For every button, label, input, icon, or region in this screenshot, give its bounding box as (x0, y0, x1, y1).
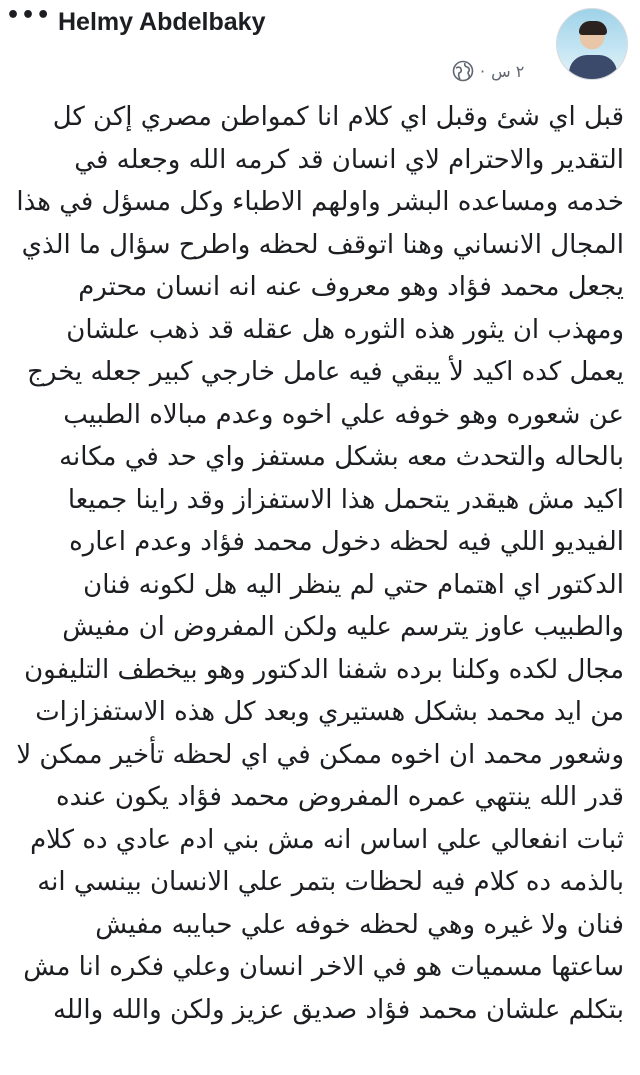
post-line: من ايد محمد بشكل هستيري وبعد كل هذه الاستفزازات (35, 697, 624, 727)
post-line: خدمه ومساعده البشر واولهم الاطباء وكل مسؤل في هذا (16, 187, 624, 217)
post-line: المجال الانساني وهنا اتوقف لحظه واطرح سؤال ما الذي (21, 229, 624, 260)
more-dots-icon[interactable]: ••• (6, 3, 52, 28)
avatar[interactable] (556, 8, 628, 80)
post-line: ثبات انفعالي علي اساس انه مش بني ادم عادي ده كلام (30, 824, 624, 855)
post-line: قدر الله ينتهي عمره المفروض محمد فؤاد يكون عنده (55, 782, 624, 812)
post-line: وشعور محمد ان اخوه ممكن في اي لحظه تأخير ممكن لا (16, 739, 624, 770)
author-name[interactable]: Helmy Abdelbaky (58, 8, 266, 36)
post-line: اكيد مش هيقدر يتحمل هذا الاستفزاز وقد راينا جميعا (67, 484, 624, 515)
post-line: والطبيب عاوز يترسم عليه ولكن المفروض ان مفيش (62, 612, 624, 642)
post-line: قبل اي شئ وقبل اي كلام انا كمواطن مصري إكن كل (52, 102, 624, 132)
post-line: يعمل كده اكيد لأ يبقي فيه عامل خارجي كبير جعله يخرج (27, 357, 624, 387)
post-meta (452, 58, 524, 84)
post-line: بتكلم علشان محمد فؤاد صديق عزيز ولكن والله والله (52, 994, 624, 1025)
post-line: عن شعوره وهو خوفه علي اخوه وعدم مبالاه الطبيب (63, 399, 624, 430)
post-line: بالذمه ده كلام فيه لحظات بتمر علي الانسان بينسي انه (37, 867, 624, 897)
post-header (0, 0, 640, 96)
post-line: الدكتور اي اهتمام حتي لم ينظر اليه هل لكونه فنان (83, 569, 624, 600)
post-body (16, 96, 624, 1031)
post-line: مجال لكده وكلنا برده شفنا الدكتور وهو بيخطف التليفون (24, 654, 624, 685)
post-line: ومهذب ان يثور هذه الثوره هل عقله قد ذهب علشان (66, 314, 624, 345)
avatar-hair (579, 21, 607, 35)
post-line: يجعل محمد فؤاد وهو معروف عنه انه انسان محترم (78, 272, 624, 302)
avatar-shirt (569, 55, 617, 80)
post-line: ساعتها مسميات هو في الاخر انسان وعلي فكره انا مش (23, 952, 624, 982)
post-time[interactable]: ٢ س (491, 61, 525, 81)
meta-separator: · (480, 61, 486, 81)
post-line: الفيديو اللي فيه لحظه دخول محمد فؤاد وعدم اعاره (69, 527, 624, 557)
post-line: فنان ولا غيره وهي لحظه خوفه علي حبايبه مفيش (95, 909, 624, 940)
post-line: التقدير والاحترام لاي انسان قد كرمه الله وجعله في (74, 144, 624, 175)
post-line: بالحاله والتحدث معه بشكل مستفز واي حد في مكانه (59, 442, 624, 472)
globe-icon[interactable] (452, 60, 474, 82)
